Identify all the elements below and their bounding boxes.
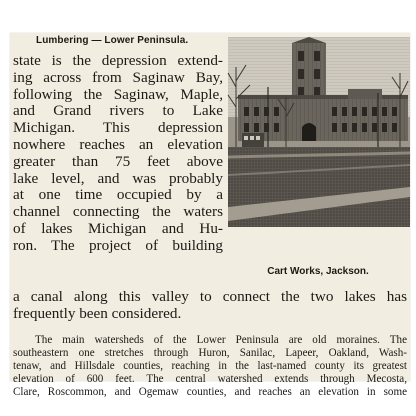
- text-line: frequently been considered.: [13, 304, 182, 322]
- text-line: Clare, Roscommon, and Ogemaw counties, and reaches an elevation in some: [13, 386, 407, 398]
- text-line: channel connecting the waters: [13, 203, 223, 221]
- text-line: state is the depression extend-: [13, 52, 223, 69]
- text-line: and Grand rivers to Lake: [13, 102, 223, 120]
- text-line: elevation of 600 feet. The central watershed extends through Mecosta,: [13, 373, 407, 385]
- text-line: tenaw, and Hillsdale counties, reaching in the last-named county its greatest: [13, 360, 407, 372]
- text-line: southeastern one stretches through Huron, Sanilac, Lapeer, Oakland, Wash-: [13, 347, 407, 359]
- text-line: Michigan. This depression: [13, 119, 223, 137]
- text-line: The main watersheds of the Lower Peninsula are old moraines. The: [35, 334, 407, 346]
- text-line: a canal along this valley to connect the two lakes has: [13, 288, 407, 305]
- text-line: of lakes Michigan and Hu-: [13, 219, 223, 237]
- cart-works-illustration: [228, 37, 410, 227]
- wide-paragraph: [13, 289, 407, 323]
- small-paragraph: [13, 334, 407, 399]
- text-line: ing across from Saginaw Bay,: [13, 68, 223, 86]
- text-line: greater than 75 feet above: [13, 152, 223, 170]
- text-line: ron. The project of building: [13, 236, 223, 254]
- text-line: following the Saginaw, Maple,: [13, 85, 223, 103]
- figure-caption: Cart Works, Jackson.: [267, 266, 369, 277]
- text-line: nowhere reaches an elevation: [13, 135, 223, 153]
- text-line: lake level, and was probably: [13, 169, 223, 187]
- text-line: at one time occupied by a: [13, 186, 223, 204]
- book-page: [10, 33, 410, 398]
- engraving-cart-works: [228, 37, 410, 227]
- main-paragraph: [13, 53, 223, 255]
- running-header: Lumbering — Lower Peninsula.: [36, 35, 189, 46]
